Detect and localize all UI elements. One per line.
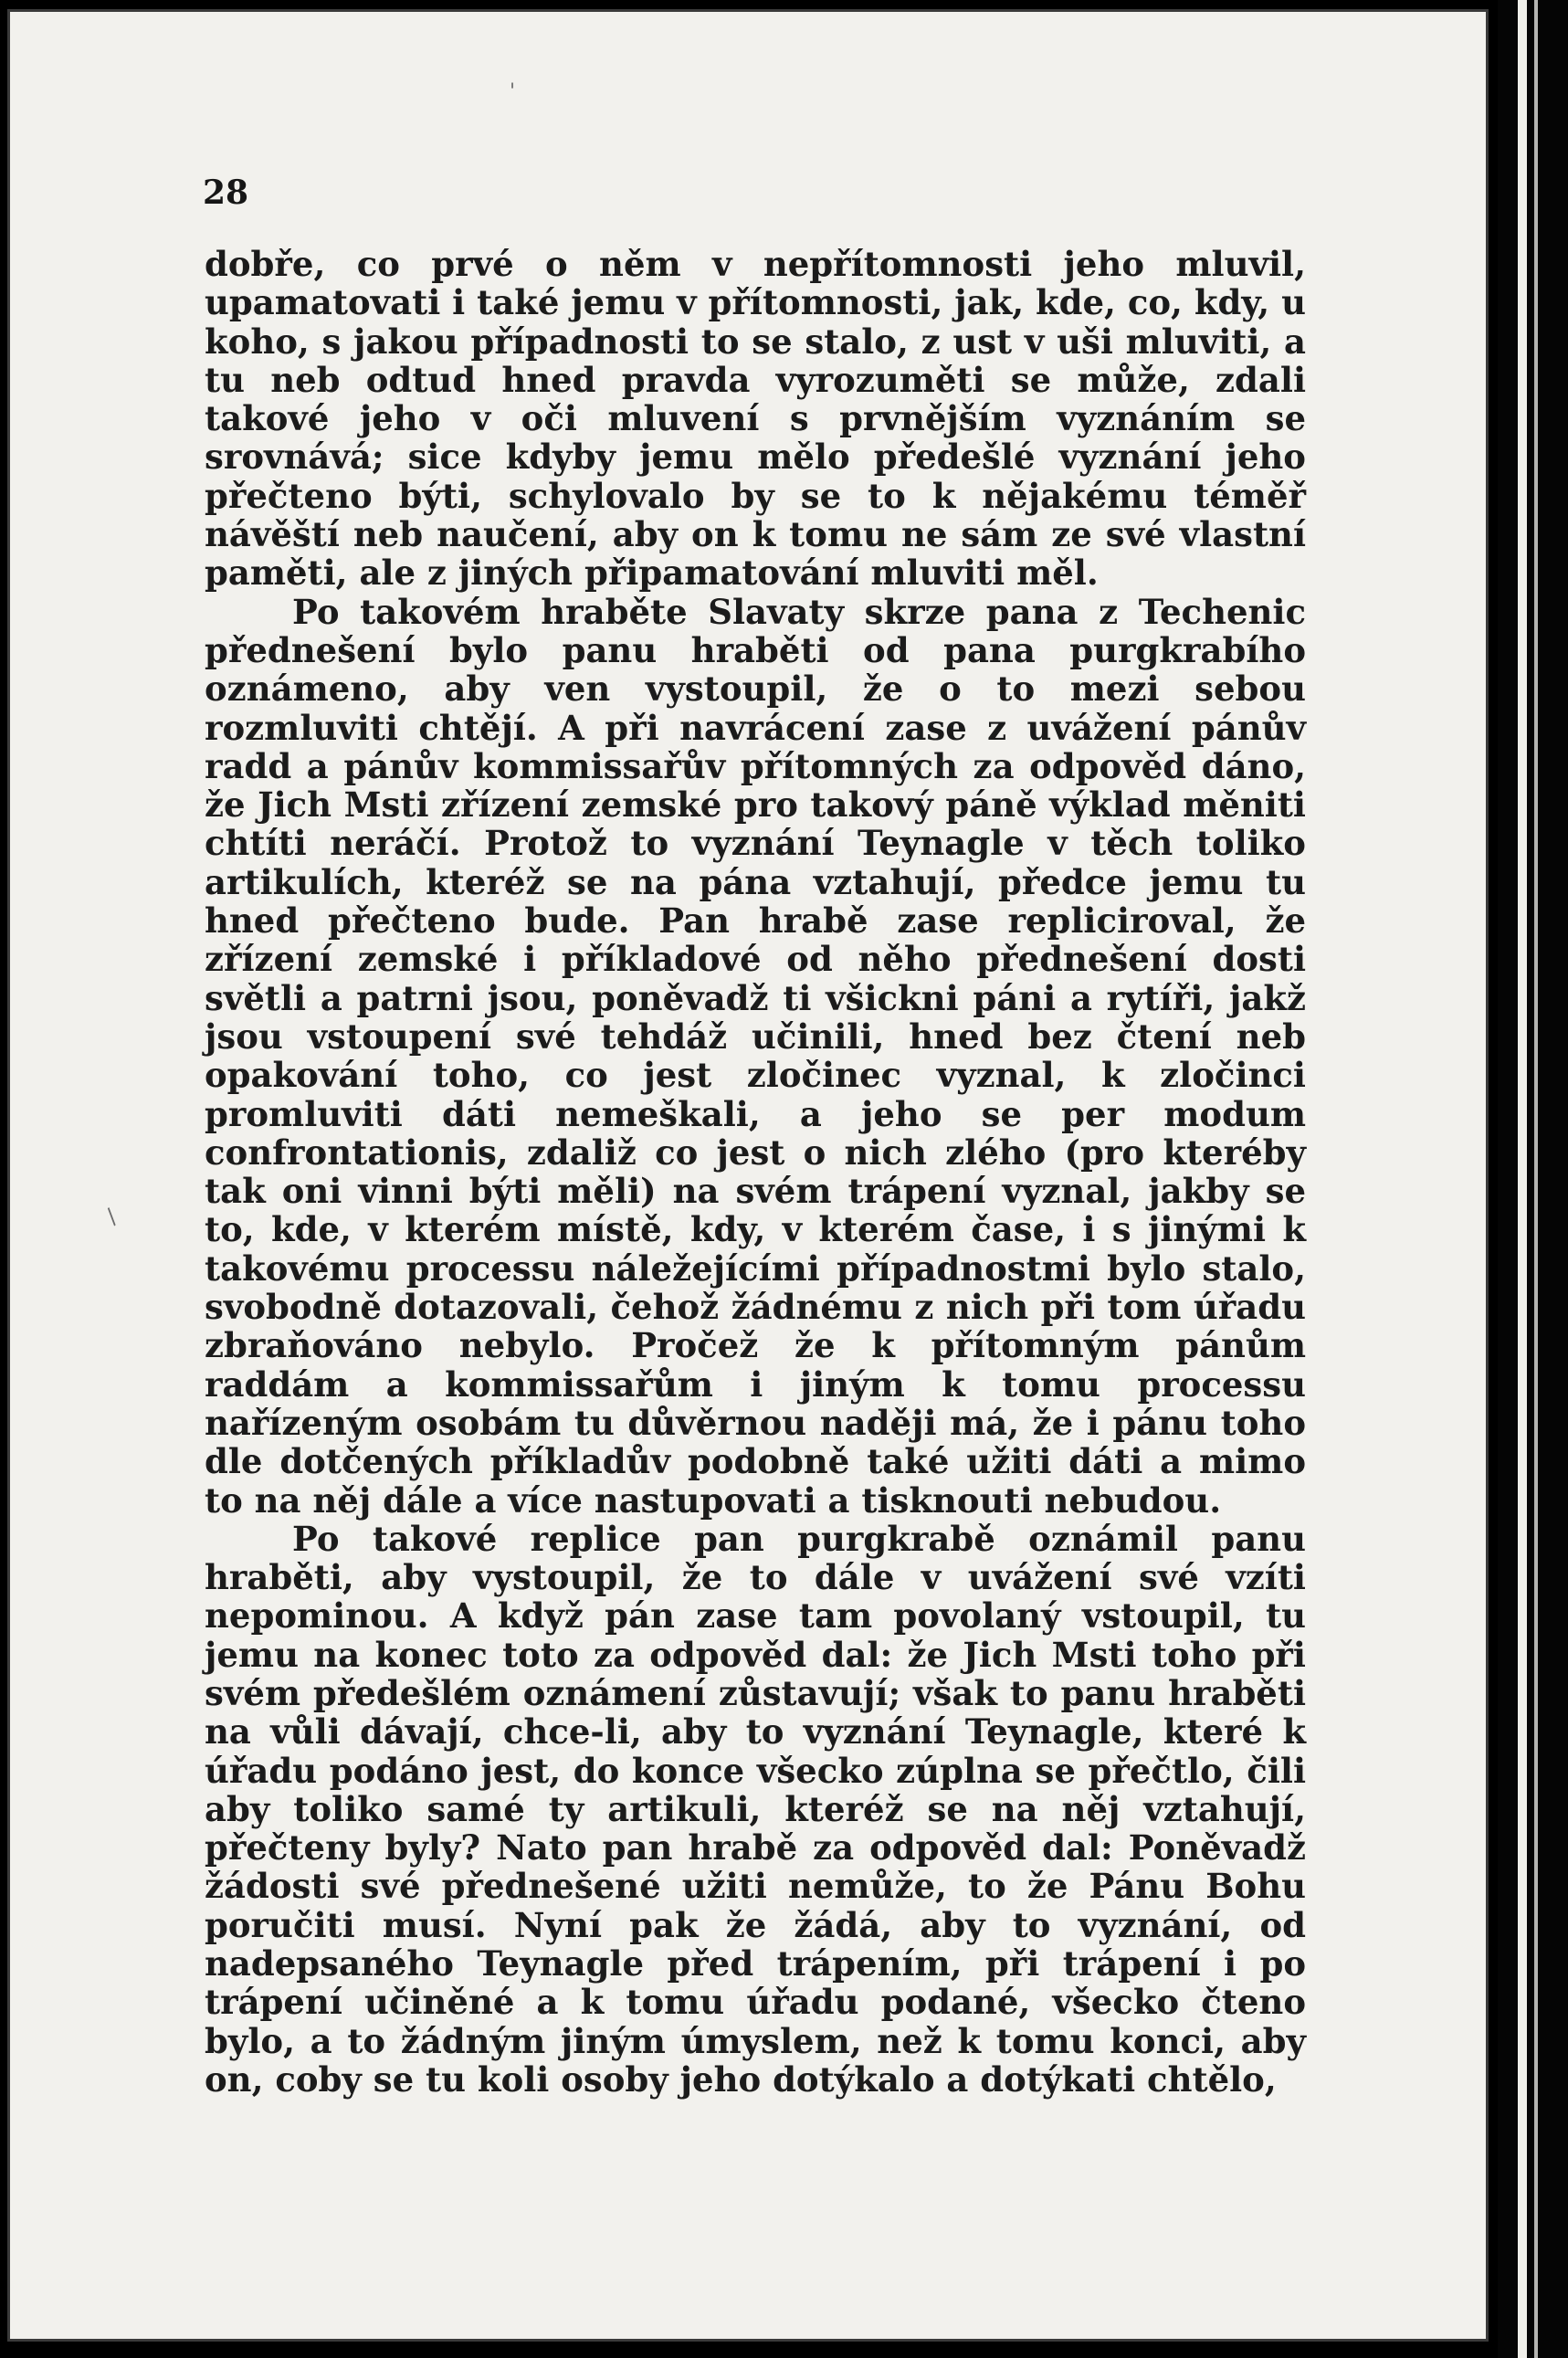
body-text [205,245,1306,2099]
paragraph-1: dobře, co prvé o něm v nepřítomnosti jeho mluvil, upamatovati i také jemu v přítomnosti, jak, kde, co, kdy, u koho, s jakou případnosti to se stalo, z ust v uši mluviti, a tu neb odtud hned pravda vyrozuměti se může, zdali takové jeho v oči mluvení s prvnějším vyznáním se srovnává; sice kdyby jemu mělo předešlé vyznání jeho přečteno býti, schylovalo by se to k nějakému téměř návěští neb naučení, aby on k tomu ne sám ze své vlastní paměti, ale z jiných připamatování mluviti měl. [205,244,1306,594]
ink-speck: ' [510,80,516,103]
adjacent-page-edge [1518,0,1527,2358]
scan-right-edge [1498,0,1568,2358]
paragraph-3: Po takové replice pan purgkrabě oznámil panu hraběti, aby vystoupil, že to dále v uvážení své vzíti nepominou. A když pán zase tam povolaný vstoupil, tu jemu na konec toto za odpověd dal: že Jich Msti toho při svém předešlém oznámení zůstavují; však to panu hraběti na vůli dávají, chce-li, aby to vyznání Teynagle, které k úřadu podáno jest, do konce všecko zúplna se přečtlo, čili aby toliko samé ty artikuli, kteréž se na něj vztahují, přečteny byly? Nato pan hrabě za odpověd dal: Poněvadž žádosti své přednešené užiti nemůže, to že Pánu Bohu poručiti musí. Nyní pak že žádá, aby to vyznání, od nadepsaného Teynagle před trápením, při trápení i po trápení učiněné a k tomu úřadu podané, všecko čteno bylo, a to žádným jiným úmyslem, než k tomu konci, aby on, coby se tu koli osoby jeho dotýkalo a dotýkati chtělo, [205,1518,1306,2100]
paragraph-2: Po takovém hraběte Slavaty skrze pana z Techenic přednešení bylo panu hraběti od pana purgkrabího oznámeno, aby ven vystoupil, že o to mezi sebou rozmluviti chtějí. A při navrácení zase z uvážení pánův radd a pánův kommissařův přítomných za odpověd dáno, že Jich Msti zřízení zemské pro takový páně výklad měniti chtíti neráčí. Protož to vyznání Teynagle v těch toliko artikulích, kteréž se na pána vztahují, předce jemu tu hned přečteno bude. Pan hrabě zase repliciroval, že zřízení zemské i příkladové od něho přednešení dosti světli a patrni jsou, poněvadž ti všickni páni a rytíři, jakž jsou vstoupení své tehdáž učinili, hned bez čtení neb opakování toho, co jest zločinec vyznal, k zločinci promluviti dáti nemeškali, a jeho se per modum confrontationis, zdaliž co jest o nich zlého (pro kteréby tak oni vinni býti měli) na svém trápení vyznal, jakby se to, kde, v kterém místě, kdy, v kterém čase, i s jinými k takovému processu náležejícími případnostmi bylo stalo, svobodně dotazovali, čehož žádnému z nich při tom úřadu zbraňováno nebylo. Pročež že k přítomným pánům raddám a kommissařům i jiným k tomu processu nařízeným osobám tu důvěrnou naději má, že i pánu toho dle dotčených příkladův podobně také užiti dáti a mimo to na něj dále a více nastupovati a tisknouti nebudou. [205,591,1306,1521]
binding-shadow [1534,0,1538,2358]
page-number: 28 [203,174,249,212]
pencil-mark: / [100,1204,122,1229]
